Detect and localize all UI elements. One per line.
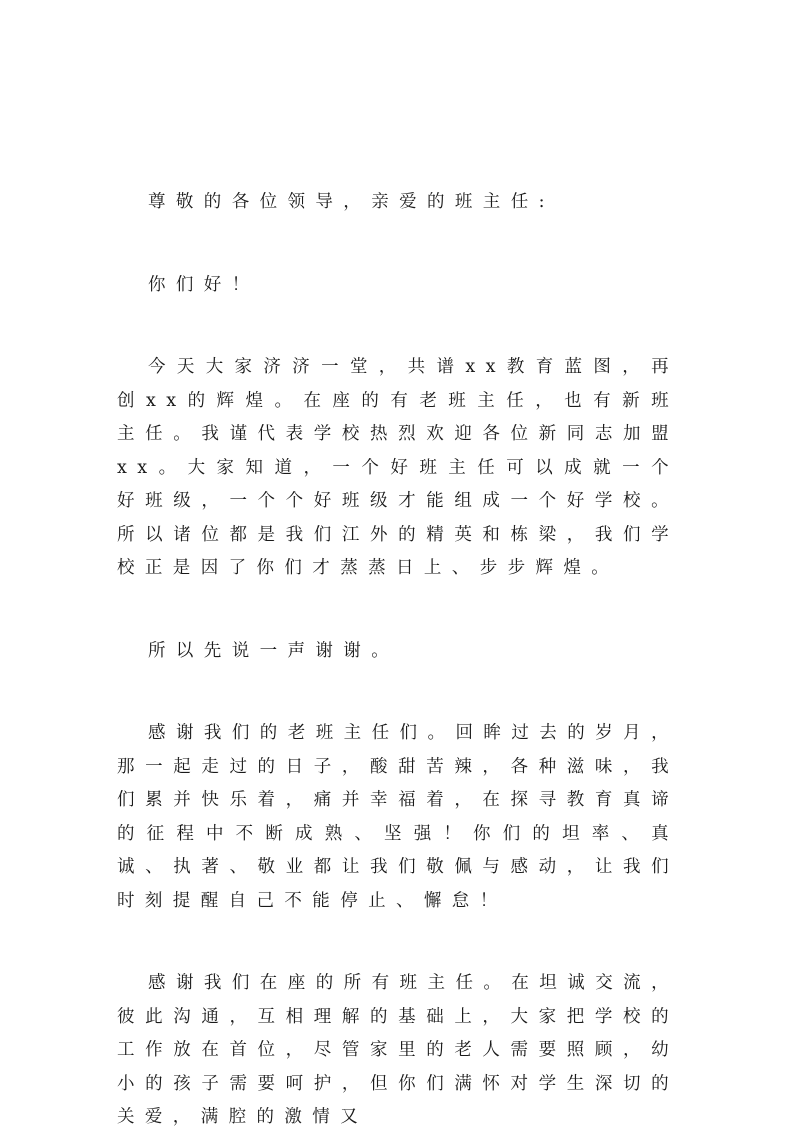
- paragraph-spacer: [117, 220, 679, 269]
- document-page: [117, 186, 679, 1135]
- paragraph-spacer: [117, 668, 679, 717]
- paragraph-all-teachers: 感谢我们在座的所有班主任。在坦诚交流，彼此沟通，互相理解的基础上，大家把学校的工作放在首位，尽管家里的老人需要照顾，幼小的孩子需要呵护，但你们满怀对学生深切的关爱，满腔的激情又: [117, 973, 679, 1127]
- paragraph-welcome: 今天大家济济一堂，共谱xx教育蓝图，再创xx的辉煌。在座的有老班主任，也有新班主任。我谨代表学校热烈欢迎各位新同志加盟xx。大家知道，一个好班主任可以成就一个好班级，一个个好班级才能组成一个好学校。所以诸位都是我们江外的精英和栋梁，我们学校正是因了你们才蒸蒸日上、步步辉煌。: [117, 357, 679, 578]
- paragraph-spacer: [117, 302, 679, 351]
- paragraph-veteran-teachers: 感谢我们的老班主任们。回眸过去的岁月，那一起走过的日子，酸甜苦辣，各种滋味，我们累并快乐着，痛并幸福着，在探寻教育真谛的征程中不断成熟、坚强！你们的坦率、真诚、执著、敬业都让我们敬佩与感动，让我们时刻提醒自己不能停止、懈怠！: [117, 723, 679, 911]
- salutation: 尊敬的各位领导，亲爱的班主任:: [148, 192, 555, 212]
- paragraph-spacer: [117, 918, 679, 967]
- paragraph-spacer: [117, 586, 679, 635]
- greeting: 你们好！: [148, 274, 260, 295]
- paragraph-thanks: 所以先说一声谢谢。: [148, 640, 400, 661]
